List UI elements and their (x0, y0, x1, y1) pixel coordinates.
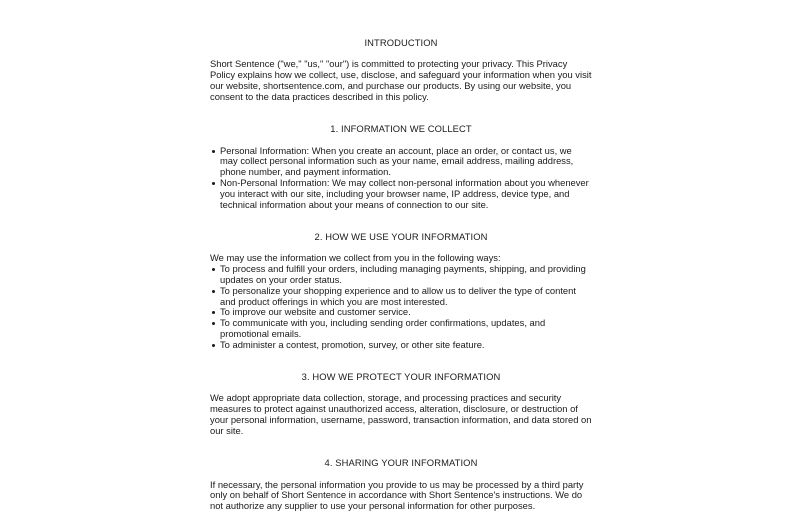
information-we-collect-heading: 1. INFORMATION WE COLLECT (330, 123, 472, 135)
privacy-policy-document (210, 38, 592, 512)
list-item: To process and fulfill your orders, including managing payments, shipping, and providing updates on your order status. (220, 264, 592, 286)
how-we-use-heading: 2. HOW WE USE YOUR INFORMATION (314, 230, 488, 242)
list-item: Non-Personal Information: We may collect non-personal information about you whenever you interact with our site, including your browser name, IP address, device type, and technical information about your means of connection to our site. (220, 178, 592, 210)
sharing-paragraph: If necessary, the personal information you provide to us may be processed by a third party only on behalf of Short Sentence in accordance with Short Sentence's instructions. We do not authorize any supplier to use your personal information for other purposes. (210, 478, 584, 512)
how-we-protect-heading: 3. HOW WE PROTECT YOUR INFORMATION (301, 371, 501, 383)
list-item: To administer a contest, promotion, survey, or other site feature. (220, 340, 592, 351)
how-we-use-list (210, 264, 592, 350)
introduction-paragraph: Short Sentence ("we," "us," "our") is committed to protecting your privacy. This Privacy Policy explains how we collect, use, disclose, and safeguard your information when you visit our website, shortsentence.com, and purchase our products. By using our website, you consent to the data practices described in this policy. (210, 58, 592, 102)
how-we-protect-paragraph: We adopt appropriate data collection, storage, and processing practices and security measures to protect against unauthorized access, alteration, disclosure, or destruction of your personal information, username, password, transaction information, and data stored on our site. (210, 392, 592, 436)
list-item: To personalize your shopping experience and to allow us to deliver the type of content and product offerings in which you are most interested. (220, 286, 592, 308)
list-item: Personal Information: When you create an account, place an order, or contact us, we may collect personal information such as your name, email address, mailing address, phone number, and payment information. (220, 146, 592, 178)
sharing-heading: 4. SHARING YOUR INFORMATION (324, 457, 478, 469)
list-item: To improve our website and customer service. (220, 307, 592, 318)
how-we-use-intro: We may use the information we collect from you in the following ways: (210, 252, 501, 264)
list-item: To communicate with you, including sending order confirmations, updates, and promotional emails. (220, 318, 592, 340)
information-we-collect-list (210, 146, 592, 211)
introduction-heading: INTRODUCTION (364, 37, 438, 48)
